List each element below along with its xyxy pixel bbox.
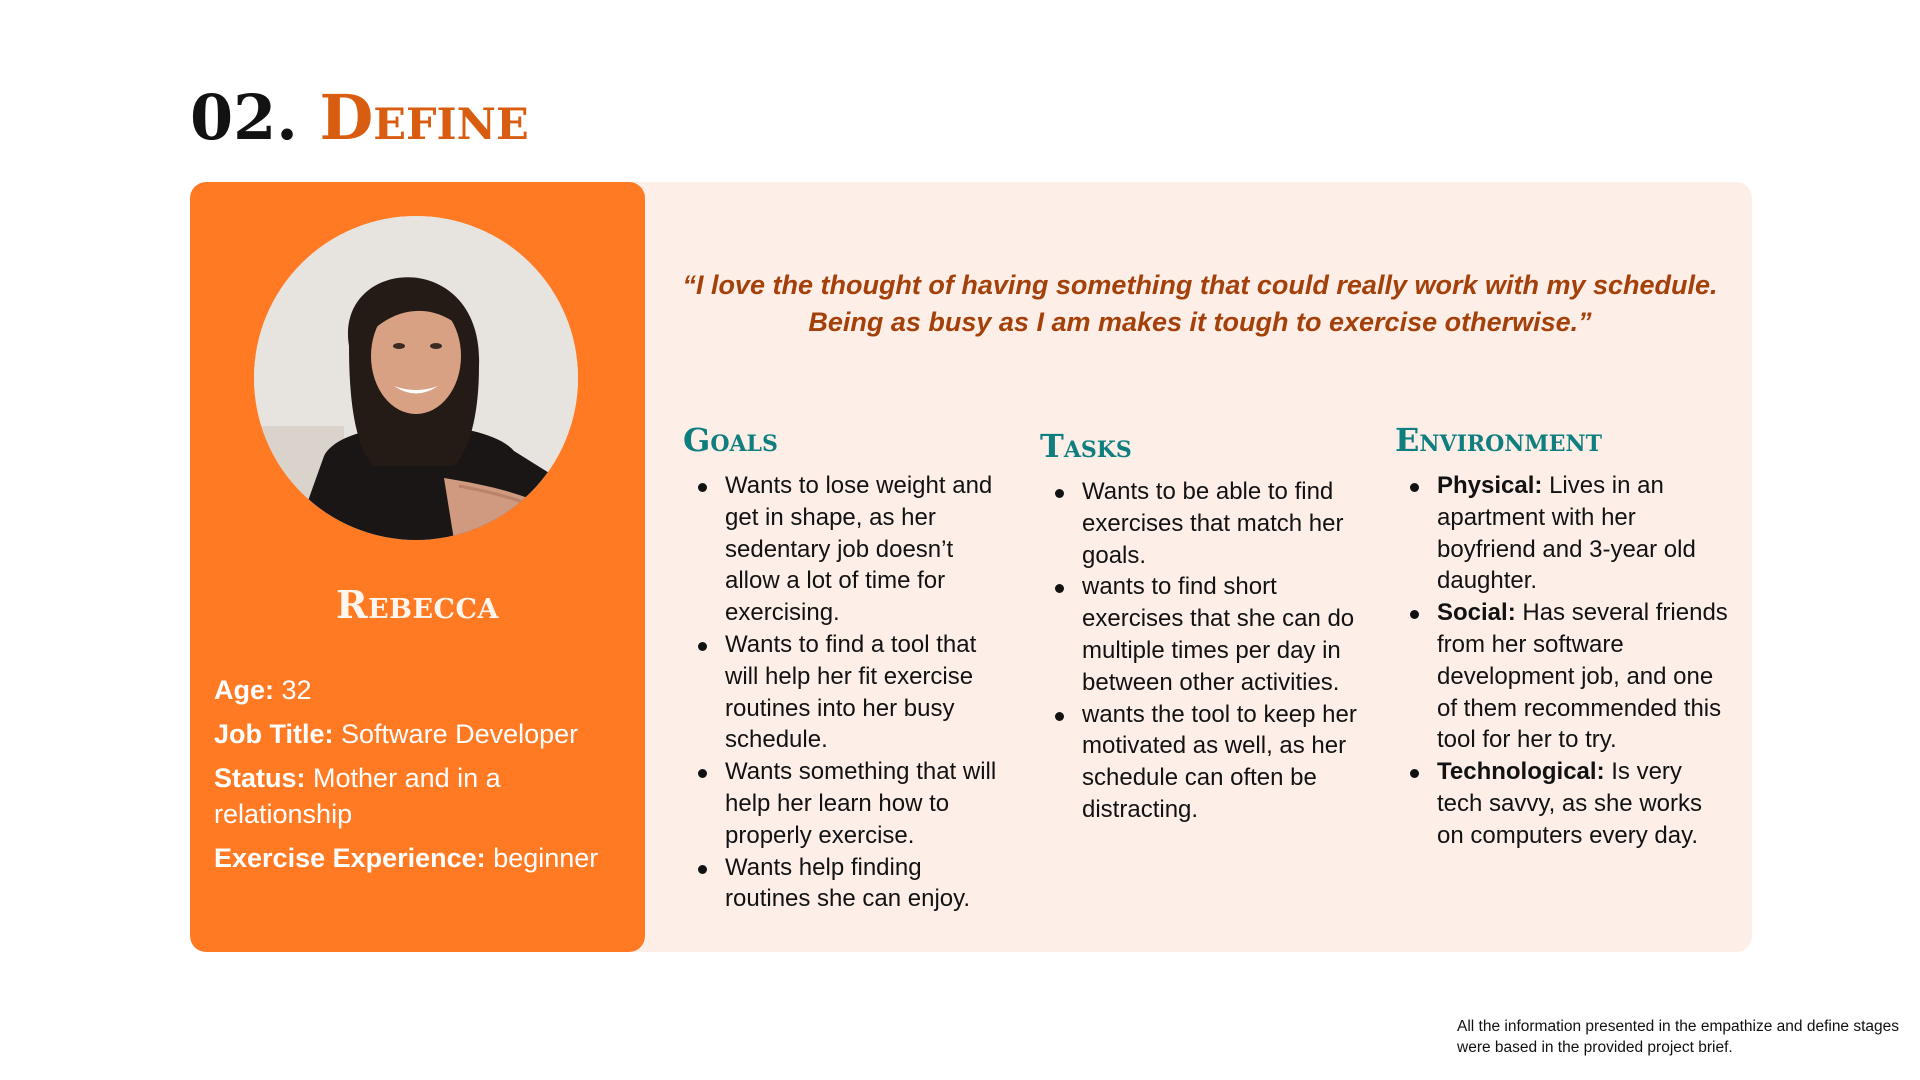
environment-item-physical (1395, 470, 1730, 597)
persona-facts (214, 672, 634, 884)
goal-item: Wants something that will help her learn how to properly exercise. (683, 756, 1008, 851)
environment-item-technological (1395, 756, 1730, 851)
task-item: wants the tool to keep her motivated as well, as her schedule can often be distracting. (1040, 699, 1360, 826)
persona-portrait-illustration (254, 216, 578, 540)
tasks-section (1040, 426, 1360, 826)
goal-item: Wants to find a tool that will help her fit exercise routines into her busy schedule. (683, 629, 1008, 756)
section-title: Define (319, 81, 529, 154)
persona-photo (254, 216, 578, 540)
goals-heading: Goals (683, 421, 778, 459)
fact-exercise-experience (214, 840, 634, 876)
fact-label: Exercise Experience: (214, 843, 486, 873)
environment-text: Lives in an apartment with her boyfriend and 3-year old daughter. (1437, 472, 1696, 595)
goals-list (683, 470, 1008, 915)
environment-list (1395, 470, 1730, 852)
persona-profile (190, 182, 645, 952)
page-title (190, 78, 529, 158)
tasks-heading: Tasks (1040, 427, 1132, 465)
environment-heading: Environment (1395, 421, 1603, 459)
fact-value: 32 (281, 675, 312, 705)
fact-label: Job Title: (214, 719, 334, 749)
fact-value: Mother and in a relationship (214, 763, 501, 829)
footnote: All the information presented in the empathize and define stages were based in the provided project brief. (1457, 1018, 1900, 1056)
environment-label: Social: (1437, 599, 1516, 627)
persona-card (190, 182, 1752, 952)
task-item: wants to find short exercises that she can do multiple times per day in between other activities. (1040, 571, 1360, 698)
environment-text: Is very tech savvy, as she works on computers every day. (1437, 758, 1702, 849)
section-number: 02. (190, 81, 298, 154)
goal-item: Wants to lose weight and get in shape, as her sedentary job doesn’t allow a lot of time for exercising. (683, 470, 1008, 629)
fact-age (214, 672, 634, 708)
fact-value: Software Developer (341, 719, 579, 749)
environment-text: Has several friends from her software development job, and one of them recommended this tool for her to try. (1437, 599, 1728, 754)
fact-status (214, 760, 634, 832)
goals-section (683, 420, 1008, 915)
task-item: Wants to be able to find exercises that match her goals. (1040, 476, 1360, 571)
persona-quote: “I love the thought of having something that could really work with my schedule. Being as busy as I am makes it tough to exercise otherwise.” (682, 270, 1718, 337)
environment-item-social (1395, 597, 1730, 756)
fact-label: Status: (214, 763, 306, 793)
environment-label: Technological: (1437, 758, 1605, 786)
fact-value: beginner (493, 843, 599, 873)
environment-label: Physical: (1437, 472, 1543, 499)
tasks-list (1040, 476, 1360, 826)
persona-name: Rebecca (336, 582, 499, 627)
environment-section (1395, 420, 1730, 852)
fact-job-title (214, 716, 634, 752)
fact-label: Age: (214, 675, 274, 705)
goal-item: Wants help finding routines she can enjoy. (683, 852, 1008, 916)
